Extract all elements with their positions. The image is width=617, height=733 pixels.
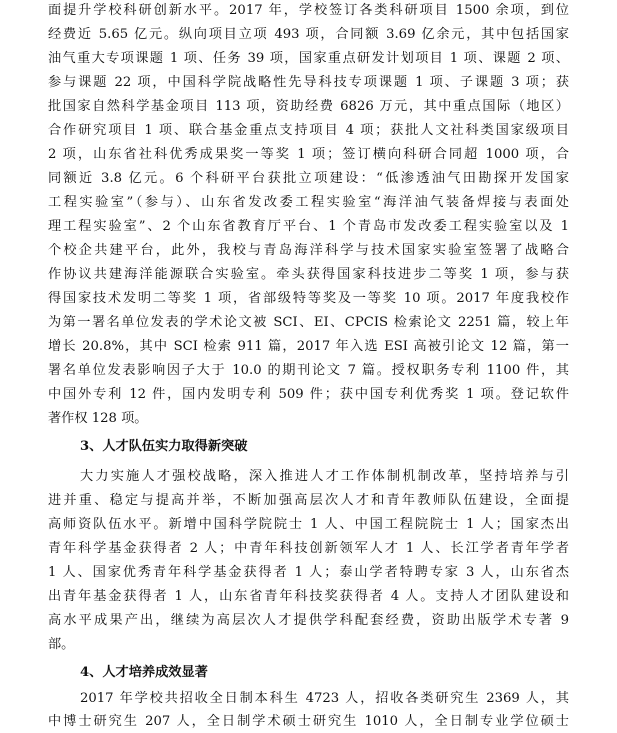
paragraph-line: 中博士研究生 207 人，全日制学术硕士研究生 1010 人，全日制专业学位硕士 xyxy=(48,714,569,729)
paragraph-line: 理工程实验室”、2 个山东省教育厅平台、1 个青岛市发改委工程实验室以及 1 xyxy=(48,219,569,234)
paragraph-line: 参与课题 22 项，中国科学院战略性先导科技专项课题 1 项、子课题 3 项；获 xyxy=(48,75,569,90)
paragraph-line: 2017 年学校共招收全日制本科生 4723 人，招收各类研究生 2369 人，其 xyxy=(80,691,569,706)
paragraph-line: 进并重、稳定与提高并举，不断加强高层次人才和青年教师队伍建设，全面提 xyxy=(48,493,569,508)
paragraph-line: 经费近 5.65 亿元。纵向项目立项 493 项，合同额 3.69 亿余元，其中包括国家 xyxy=(48,27,569,42)
paragraph-line: 个校企共建平台，此外，我校与青岛海洋科学与技术国家实验室签署了战略合 xyxy=(48,243,569,258)
section-heading: 3、人才队伍实力取得新突破 xyxy=(80,439,248,454)
paragraph-line: 得国家技术发明二等奖 1 项，省部级特等奖及一等奖 10 项。2017 年度我校作 xyxy=(48,291,569,306)
paragraph-line: 高水平成果产出，继续为高层次人才提供学科配套经费，资助出版学术专著 9 xyxy=(48,613,569,628)
paragraph-line: 高师资队伍水平。新增中国科学院院士 1 人、中国工程院院士 1 人；国家杰出 xyxy=(48,517,569,532)
paragraph-line: 署名单位发表影响因子大于 10.0 的期刊论文 7 篇。授权职务专利 1100 件，其 xyxy=(48,363,569,378)
paragraph-line: 1 人、国家优秀青年科学基金获得者 1 人；泰山学者特聘专家 3 人，山东省杰 xyxy=(48,565,569,580)
paragraph-line: 中国外专利 12 件，国内发明专利 509 件；获中国专利优秀奖 1 项。登记软件 xyxy=(48,387,569,402)
paragraph-line: 大力实施人才强校战略，深入推进人才工作体制机制改革，坚持培养与引 xyxy=(80,469,569,484)
paragraph-line: 著作权 128 项。 xyxy=(48,411,148,426)
paragraph-line: 油气重大专项课题 1 项、任务 39 项，国家重点研发计划项目 1 项、课题 2 项、 xyxy=(48,51,569,66)
paragraph-line: 出青年基金获得者 1 人，山东省青年科技奖获得者 4 人。支持人才团队建设和 xyxy=(48,589,569,604)
paragraph-line: 为第一署名单位发表的学术论文被 SCI、EI、CPCIS 检索论文 2251 篇，较上年 xyxy=(48,315,569,330)
paragraph-line: 青年科学基金获得者 2 人；中青年科技创新领军人才 1 人、长江学者青年学者 xyxy=(48,541,569,556)
paragraph-line: 同额近 3.8 亿元。6 个科研平台获批立项建设：“低渗透油气田勘探开发国家 xyxy=(48,171,569,186)
paragraph-line: 面提升学校科研创新水平。2017 年，学校签订各类科研项目 1500 余项，到位 xyxy=(48,3,569,18)
paragraph-line: 2 项，山东省社科优秀成果奖一等奖 1 项；签订横向科研合同超 1000 项，合 xyxy=(48,147,569,162)
paragraph-line: 增长 20.8%，其中 SCI 检索 911 篇，2017 年入选 ESI 高被引论文 12 篇，第一 xyxy=(48,339,569,354)
paragraph-line: 工程实验室”（参与）、山东省发改委工程实验室“海洋油气装备焊接与表面处 xyxy=(48,195,569,210)
paragraph-line: 批国家自然科学基金项目 113 项，资助经费 6826 万元，其中重点国际（地区） xyxy=(48,99,569,114)
paragraph-line: 部。 xyxy=(48,637,75,652)
paragraph-line: 作协议共建海洋能源联合实验室。牵头获得国家科技进步二等奖 1 项，参与获 xyxy=(48,267,569,282)
section-heading: 4、人才培养成效显著 xyxy=(80,665,208,680)
paragraph-line: 合作研究项目 1 项、联合基金重点支持项目 4 项；获批人文社科类国家级项目 xyxy=(48,123,569,138)
